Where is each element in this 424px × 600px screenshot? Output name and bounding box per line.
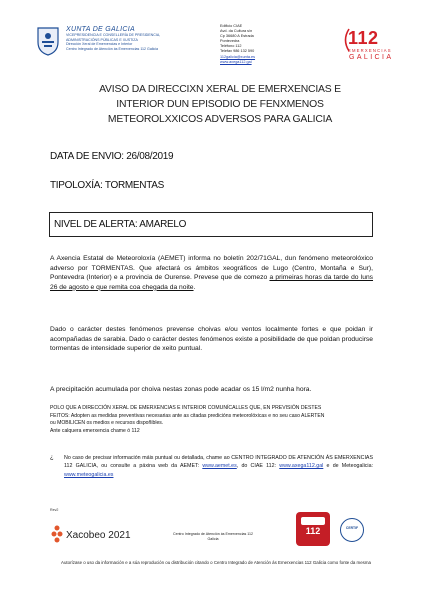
contact-line: Avd. da Cultura s/n [220, 29, 253, 34]
aemet-link[interactable]: www.aemet.es [202, 463, 237, 470]
certification-seal-icon [340, 518, 364, 542]
note-part: No caso de precisar información máis puntual ou detallada, chame ao CENTRO INTEGRADO DE ATENCIÓN ÁS EMERXENCIAS 112 GALICIA, ou consulte a páxina web da AEMET: [64, 455, 373, 470]
footer-logos [50, 512, 380, 556]
contact-line: Edificio CIAE [220, 24, 243, 28]
note-part: e de Meteogalicia: [323, 463, 373, 470]
paragraph-text: . [193, 283, 196, 291]
xunta-shield-icon [36, 26, 60, 56]
center-label: Centro Integrado de Atención ás Emerxencias 112 Galicia [172, 532, 254, 541]
alert-level-box [49, 212, 373, 237]
notice-line: ou MOBILICEN os medios e recursos dispoñibles. [50, 420, 164, 427]
info-bullet-icon: ¿ [50, 455, 54, 461]
org-line: Dirección Xeral de Emerxencias e Interior [66, 42, 133, 47]
contact-line: Pontevedra [220, 39, 240, 44]
paragraph-phenomena: Dado o carácter destes fenómenos prevense choivas e/ou ventos localmente fortes e que poidan ir acompañadas de sarabia. Dado o carácter destes fenómenos existe a posibilidade de que poidan producirse tormentas de intensidade superior de xeito puntual. [50, 326, 373, 353]
send-date: DATA DE ENVIO: 26/08/2019 [50, 151, 174, 162]
logo-number: 112 [348, 28, 379, 48]
paragraph-forecast [50, 254, 373, 292]
revision-label: Rev2 [50, 508, 59, 512]
badge-bar-icon [301, 517, 325, 525]
note-part: , do CIAE 112: [236, 463, 280, 470]
contact-line: Telefax 986 132 590 [220, 49, 255, 54]
notice-block [50, 405, 373, 435]
xacobeo-shell-icon [50, 524, 64, 546]
note-text [64, 454, 373, 479]
badge-112-logo [296, 512, 330, 546]
email-link[interactable]: 112galicia@xunta.es [220, 54, 256, 59]
paragraph-underlined: a primeiras horas da tarde do luns 26 de agosto e que remita coa chegada da noite [50, 274, 374, 291]
contact-line: Cp 36680 A Estrada [220, 34, 254, 39]
notice-line: Ante calquera emerxencia chame ó 112 [50, 427, 140, 434]
logo-subtitle: EMERXENCIAS [348, 48, 392, 53]
org-line: ADMINISTRACIÓNS PÚBLICAS E XUSTIZA [66, 37, 138, 42]
title-line: INTERIOR DUN EPISODIO DE FENXMENOS [116, 99, 324, 110]
org-line: VICEPRESIDENCIA E CONSELLERÍA DE PRESIDENCIA, [66, 33, 161, 37]
title-line: METEOROLXXICOS ADVERSOS PARA GALICIA [107, 114, 333, 125]
meteogalicia-link[interactable]: www.meteogalicia.es [64, 471, 114, 478]
notice-line: FEITOS: Adopten as medidas preventivas necesarias ante as citadas predicións meteorolóxicas e no seu caso ALERTEN [50, 412, 325, 419]
alert-level: NIVEL DE ALERTA: AMARELO [54, 219, 187, 230]
paragraph-precipitation: A precipitación acumulada por choiva nestas zonas pode acadar os 15 l/m2 nunha hora. [50, 386, 312, 393]
document-title [60, 82, 380, 127]
contact-line: Teléfono 112 [220, 44, 242, 49]
website-link[interactable]: www.axega112.gal [220, 59, 252, 64]
disclaimer: Autorízase o uso da información e a súa reprodución ou distribución citando o Centro Integrado de Atención ás Emerxencias 112 Galicia como fonte da mesma [61, 560, 371, 565]
badge-number: 112 [305, 526, 321, 536]
title-line: AVISO DA DIRECCIXN XERAL DE EMERXENCIAS E [99, 84, 341, 95]
xacobeo-text: Xacobeo 2021 [66, 530, 131, 541]
xunta-logo-block [36, 26, 206, 66]
logo-region: GALICIA [349, 54, 394, 61]
emergencias-112-logo [308, 28, 392, 70]
paragraph-text: A Axencia Estatal de Meteoroloxía (AEMET) informa no boletín 202/71GAL, dun fenómeno meteorolóxico adverso por TORMENTAS. Que afectará os ámbitos xeográficos de Lugo (Centro, Montaña e Sur), Pontevedra (Interior) e a provincia de Ourense. Prevese que de comezo [50, 255, 373, 282]
notice-line: POLO QUE A DIRECCIÓN XERAL DE EMERXENCIAS E INTERIOR COMUNÍCALLES QUE, EN PREVISIÓN DESTES [50, 405, 322, 411]
org-line: Centro Integrado de Atención ás Emerxencias 112 Galicia [66, 46, 159, 51]
xacobeo-logo [50, 522, 154, 552]
axega-link[interactable]: www.axega112.gal [279, 463, 324, 470]
org-name: XUNTA DE GALICIA [66, 26, 135, 33]
letterhead [36, 24, 392, 76]
contact-block [220, 24, 300, 65]
seal-text: CERTIF [345, 526, 359, 530]
alert-type: TIPOLOXÍA: TORMENTAS [50, 180, 165, 191]
